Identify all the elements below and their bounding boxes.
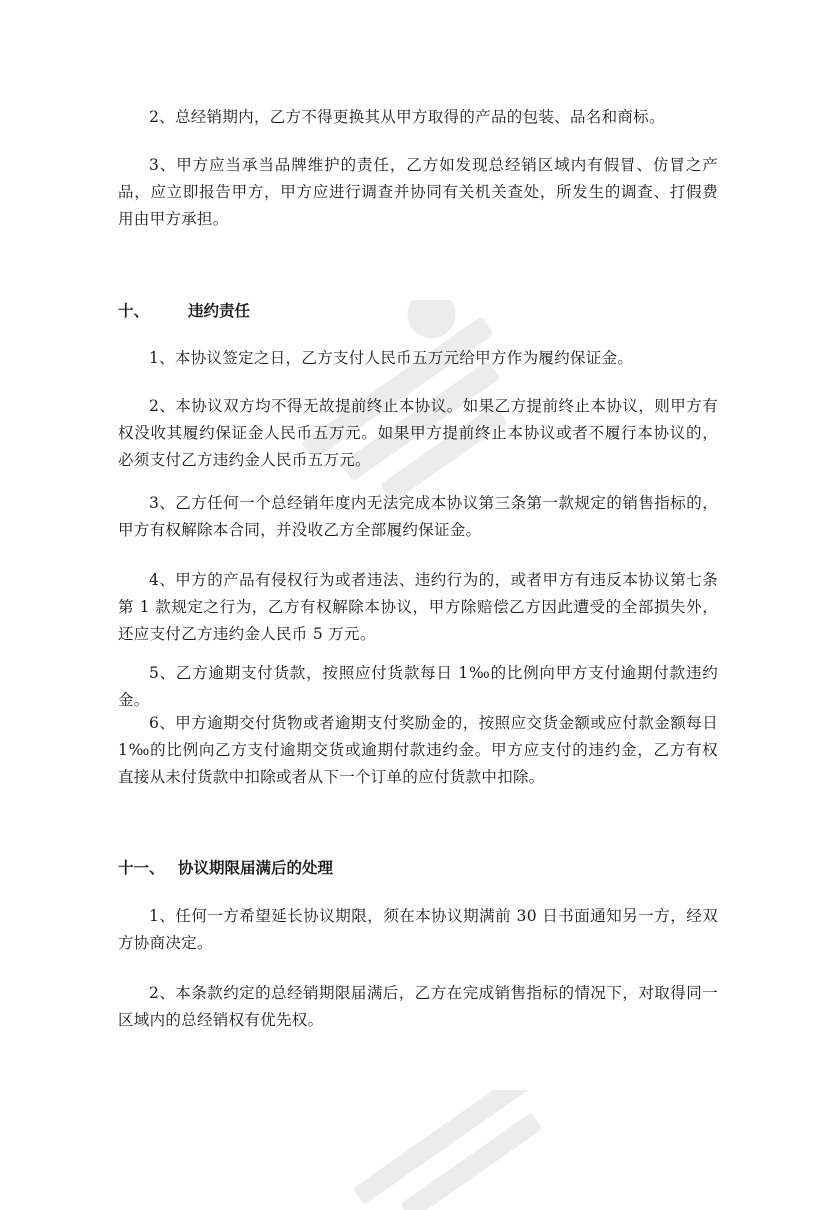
list-item: 6、甲方逾期交付货物或者逾期支付奖励金的，按照应交货金额或应付款金额每日 1‰的比例向乙方支付逾期交货或逾期付款违约金。甲方应支付的违约金，乙方有权直接从未付货款中扣除或者从下一个订单的应付货款中扣除。 — [118, 714, 718, 786]
list-item: 4、甲方的产品有侵权行为或者违法、违约行为的，或者甲方有违反本协议第七条第 1 款规定之行为，乙方有权解除本协议，甲方除赔偿乙方因此遭受的全部损失外，还应支付乙方违约金人民币 5 万元。 — [118, 571, 718, 643]
list-item: 1、本协议签定之日，乙方支付人民币五万元给甲方作为履约保证金。 — [149, 349, 634, 367]
section-number: 十一、 — [118, 859, 165, 877]
paragraph-brand-maintenance: 3、甲方应当承当品牌维护的责任，乙方如发现总经销区域内有假冒、仿冒之产品，应立即报告甲方，甲方应进行调查并协同有关机关查处，所发生的调查、打假费用由甲方承担。 — [118, 156, 718, 228]
list-item: 1、任何一方希望延长协议期限，须在本协议期满前 30 日书面通知另一方，经双方协商决定。 — [118, 907, 718, 952]
section-number: 十、 — [118, 302, 150, 320]
list-item: 5、乙方逾期支付货款，按照应付货款每日 1‰的比例向甲方支付逾期付款违约金。 — [118, 664, 718, 709]
list-item: 2、本协议双方均不得无故提前终止本协议。如果乙方提前终止本协议，则甲方有权没收其履约保证金人民币五万元。如果甲方提前终止本协议或者不履行本协议的，必须支付乙方违约金人民币五万元。 — [118, 397, 718, 469]
paragraph-packaging: 2、总经销期内，乙方不得更换其从甲方取得的产品的包装、品名和商标。 — [149, 108, 665, 126]
section-heading-breach — [118, 298, 250, 325]
section-title: 协议期限届满后的处理 — [178, 859, 334, 877]
section-title: 违约责任 — [188, 302, 251, 320]
list-item: 2、本条款约定的总经销期限届满后，乙方在完成销售指标的情况下，对取得同一区域内的总经销权有优先权。 — [118, 984, 718, 1029]
section-heading-expiry — [118, 855, 333, 882]
list-item: 3、乙方任何一个总经销年度内无法完成本协议第三条第一款规定的销售指标的，甲方有权解除本合同，并没收乙方全部履约保证金。 — [118, 494, 718, 539]
watermark-logo-bottom — [330, 1090, 590, 1210]
